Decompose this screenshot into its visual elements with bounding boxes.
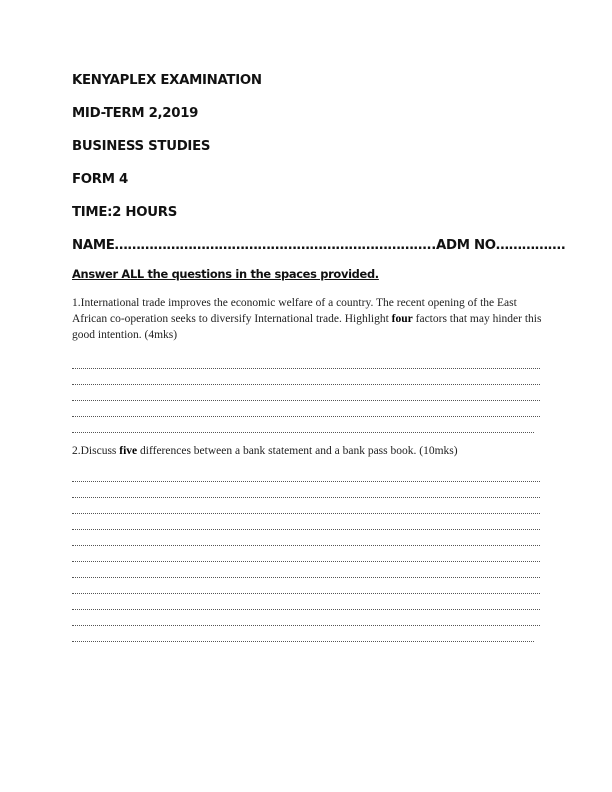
answer-area-1[interactable] bbox=[72, 353, 540, 433]
name-adm-field[interactable]: NAME………………………………………………………………..ADM NO……………. bbox=[72, 238, 566, 253]
answer-line[interactable] bbox=[72, 369, 540, 385]
answer-line[interactable] bbox=[72, 401, 540, 417]
time-title: TIME:2 HOURS bbox=[72, 205, 177, 220]
form-title: FORM 4 bbox=[72, 172, 128, 187]
instructions: Answer ALL the questions in the spaces provided. bbox=[72, 267, 379, 281]
answer-line[interactable] bbox=[72, 482, 540, 498]
answer-line[interactable] bbox=[72, 417, 534, 433]
answer-line[interactable] bbox=[72, 353, 540, 369]
question-1-text: 1.International trade improves the economic welfare of a country. The recent opening of the East African co-operation seeks to diversify International trade. Highlight bbox=[72, 297, 517, 325]
question-2 bbox=[72, 443, 542, 459]
answer-line[interactable] bbox=[72, 514, 540, 530]
answer-line[interactable] bbox=[72, 610, 540, 626]
question-2-text-end: differences between a bank statement and a bank pass book. (10mks) bbox=[137, 445, 458, 457]
answer-line[interactable] bbox=[72, 594, 540, 610]
answer-line[interactable] bbox=[72, 626, 534, 642]
answer-area-2[interactable] bbox=[72, 466, 540, 642]
answer-line[interactable] bbox=[72, 498, 540, 514]
question-2-emphasis: five bbox=[119, 445, 138, 457]
answer-line[interactable] bbox=[72, 530, 540, 546]
answer-line[interactable] bbox=[72, 466, 540, 482]
question-1-emphasis: four bbox=[391, 313, 413, 325]
answer-line[interactable] bbox=[72, 385, 540, 401]
term-title: MID-TERM 2,2019 bbox=[72, 106, 199, 121]
question-2-text: 2.Discuss bbox=[72, 445, 120, 457]
school-title: KENYAPLEX EXAMINATION bbox=[72, 73, 262, 88]
question-1 bbox=[72, 295, 542, 343]
subject-title: BUSINESS STUDIES bbox=[72, 139, 211, 154]
answer-line[interactable] bbox=[72, 578, 540, 594]
answer-line[interactable] bbox=[72, 562, 540, 578]
answer-line[interactable] bbox=[72, 546, 540, 562]
question-1-text-end: factors that may hinder this good intention. (4mks) bbox=[72, 313, 542, 341]
